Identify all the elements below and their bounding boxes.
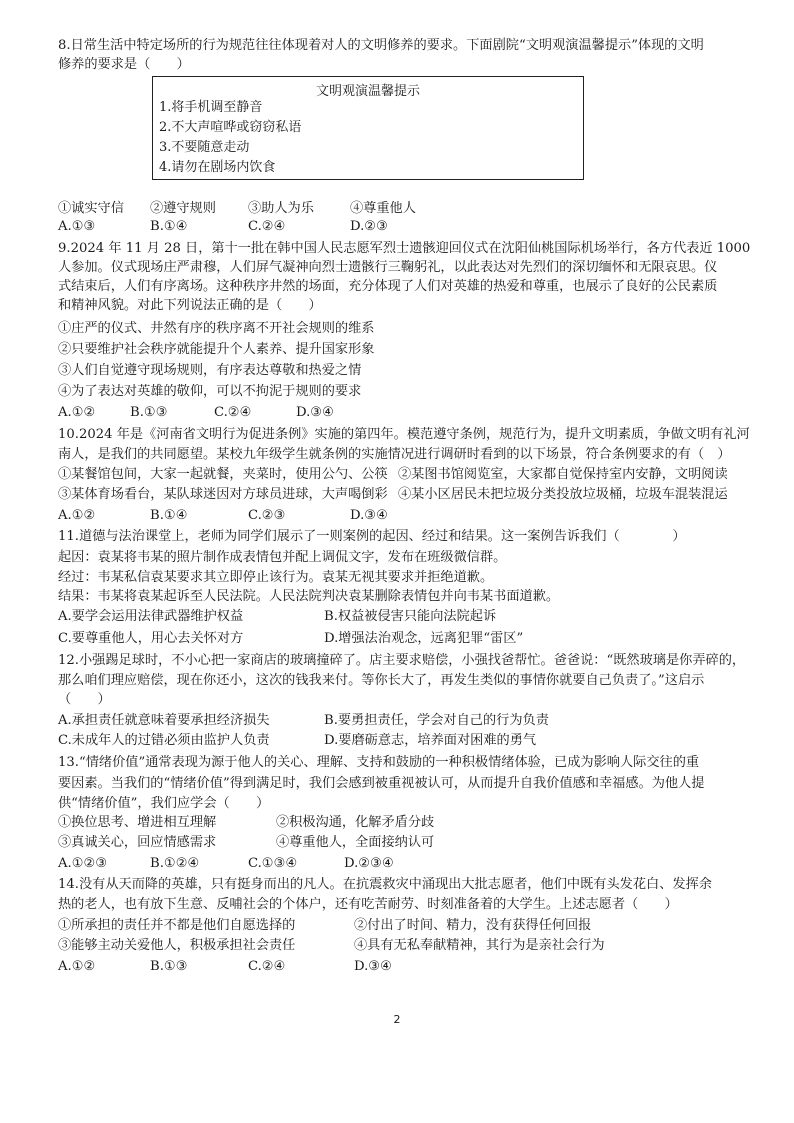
q9-stem-line: 式结束后，人们有序离场。这种秩序井然的场面，充分体现了人们对英雄的热爱和尊重，也展示了良好的公民素质	[58, 279, 718, 294]
q8-option-b: B.①④	[150, 219, 188, 234]
q14-statement: ③能够主动关爱他人，积极承担社会责任	[58, 938, 296, 953]
q13-stem-line: 要因素。当我们的“情绪价值”得到满足时，我们会感到被重视被认可，从而提升自我价值感和幸福感。为他人提	[58, 776, 705, 791]
q12-option-d: D.要磨砺意志，培养面对困难的勇气	[324, 733, 537, 748]
q10-option-c: C.②③	[248, 508, 286, 523]
page-number: 2	[393, 1013, 401, 1026]
q10-statement: ④某小区居民未把垃圾分类投放垃圾桶，垃圾车混装混运	[398, 487, 728, 502]
q9-stem-line: 9.2024 年 11 月 28 日，第十一批在韩中国人民志愿军烈士遗骸迎回仪式在沈阳仙桃国际机场举行，各方代表近 1000	[58, 241, 751, 256]
q11-option-a: A.要学会运用法律武器维护权益	[58, 609, 244, 624]
q9-statement: ③人们自觉遵守现场规则，有序表达尊敬和热爱之情	[58, 363, 362, 378]
q10-statement: ③某体育场看台，某队球迷因对方球员进球，大声喝倒彩	[58, 487, 388, 502]
q8-stem-line2: 修养的要求是（ ）	[58, 57, 190, 72]
q11-cause: 起因：袁某将韦某的照片制作成表情包并配上调侃文字，发布在班级微信群。	[58, 550, 507, 565]
q8-notice-item: 2.不大声喧哗或窃窃私语	[159, 120, 302, 135]
q13-option-a: A.①②③	[58, 856, 108, 871]
q11-result: 结果：韦某将袁某起诉至人民法院。人民法院判决袁某删除表情包并向韦某书面道歉。	[58, 589, 560, 604]
q14-option-a: A.①②	[58, 959, 96, 974]
q8-notice-box	[152, 76, 584, 180]
q13-stem-line: 供“情绪价值”，我们应学会（ ）	[58, 796, 270, 811]
q8-statement: ③助人为乐	[248, 201, 314, 216]
q10-option-d: D.③④	[350, 508, 388, 523]
q9-option-c: C.②④	[214, 405, 252, 420]
q13-statement: ①换位思考、增进相互理解	[58, 815, 217, 830]
q8-option-d: D.②③	[350, 219, 388, 234]
q11-option-b: B.权益被侵害只能向法院起诉	[324, 609, 497, 624]
q13-statement: ③真诚关心，回应情感需求	[58, 835, 217, 850]
q8-option-a: A.①③	[58, 219, 96, 234]
q13-option-b: B.①②④	[150, 856, 200, 871]
q8-notice-item: 3.不要随意走动	[159, 140, 250, 155]
q13-option-d: D.②③④	[344, 856, 394, 871]
q10-option-a: A.①②	[58, 508, 96, 523]
q10-option-b: B.①④	[150, 508, 188, 523]
q12-stem-line: 那么咱们理应赔偿，现在你还小，这次的钱我来付。等你长大了，再发生类似的事情你就要自己负责了。”这启示	[58, 673, 705, 688]
q9-stem-line: 人参加。仪式现场庄严肃穆，人们屏气凝神向烈士遗骸行三鞠躬礼，以此表达对先烈们的深切缅怀和无限哀思。仪	[58, 260, 718, 275]
q9-statement: ②只要维护社会秩序就能提升个人素养、提升国家形象	[58, 342, 375, 357]
q13-option-c: C.①③④	[248, 856, 298, 871]
q14-option-d: D.③④	[354, 959, 392, 974]
q12-option-b: B.要勇担责任，学会对自己的行为负责	[324, 713, 549, 728]
q9-statement: ④为了表达对英雄的敬仰，可以不拘泥于规则的要求	[58, 384, 362, 399]
q12-stem-line: 12.小强踢足球时，不小心把一家商店的玻璃撞碎了。店主要求赔偿，小强找爸帮忙。爸爸说：“既然玻璃是你弄碎的，	[58, 653, 746, 668]
q8-notice-title: 文明观演温馨提示	[315, 84, 420, 99]
q12-option-a: A.承担责任就意味着要承担经济损失	[58, 713, 270, 728]
q10-statement: ②某图书馆阅览室，大家都自觉保持室内安静，文明阅读	[398, 467, 728, 482]
q9-option-b: B.①③	[130, 405, 168, 420]
q12-stem-line: （ ）	[58, 692, 111, 707]
q11-option-d: D.增强法治观念，远离犯罪“雷区”	[324, 631, 524, 646]
q14-option-c: C.②④	[248, 959, 286, 974]
q14-stem-line: 14.没有从天而降的英雄，只有挺身而出的凡人。在抗震救灾中涌现出大批志愿者，他们中既有头发花白、发挥余	[58, 877, 712, 892]
q12-option-c: C.未成年人的过错必须由监护人负责	[58, 733, 270, 748]
q14-statement: ②付出了时间、精力，没有获得任何回报	[354, 918, 592, 933]
q14-statement: ①所承担的责任并不都是他们自愿选择的	[58, 918, 296, 933]
q13-stem-line: 13.“情绪价值”通常表现为源于他人的关心、理解、支持和鼓励的一种积极情绪体验，已成为影响人际交往的重	[58, 755, 700, 770]
q11-option-c: C.要尊重他人，用心去关怀对方	[58, 631, 244, 646]
q10-statement: ①某餐馆包间，大家一起就餐，夹菜时，使用公勺、公筷	[58, 467, 388, 482]
q9-option-d: D.③④	[296, 405, 334, 420]
q9-stem-line: 和精神风貌。对此下列说法正确的是（ ）	[58, 298, 322, 313]
q14-stem-line: 热的老人，也有放下生意、反哺社会的个体户，还有吃苦耐劳、时刻准备着的大学生。上述志愿者（ ）	[58, 897, 678, 912]
q13-statement: ②积极沟通，化解矛盾分歧	[276, 815, 435, 830]
q8-statement: ②遵守规则	[150, 201, 216, 216]
q8-notice-item: 4.请勿在剧场内饮食	[159, 160, 276, 175]
q8-statement: ①诚实守信	[58, 201, 124, 216]
q9-option-a: A.①②	[58, 405, 96, 420]
q14-statement: ④具有无私奉献精神，其行为是亲社会行为	[354, 938, 605, 953]
q9-statement: ①庄严的仪式、井然有序的秩序离不开社会规则的维系	[58, 321, 375, 336]
q8-notice-item: 1.将手机调至静音	[159, 100, 263, 115]
q8-option-c: C.②④	[248, 219, 286, 234]
q10-stem-line: 南人，是我们的共同愿望。某校九年级学生就条例的实施情况进行调研时看到的以下场景，符合条例要求的有（ ）	[58, 447, 731, 462]
q14-option-b: B.①③	[150, 959, 188, 974]
q8-stem-line1: 8.日常生活中特定场所的行为规范往往体现着对人的文明修养的要求。下面剧院“文明观演温馨提示”体现的文明	[58, 38, 704, 53]
q10-stem-line: 10.2024 年是《河南省文明行为促进条例》实施的第四年。模范遵守条例，规范行为，提升文明素质，争做文明有礼河	[58, 427, 750, 442]
q11-process: 经过：韦某私信袁某要求其立即停止该行为。袁某无视其要求并拒绝道歉。	[58, 570, 494, 585]
q11-stem: 11.道德与法治课堂上，老师为同学们展示了一则案例的起因、经过和结果。这一案例告诉我们（ ）	[58, 529, 686, 544]
q13-statement: ④尊重他人，全面接纳认可	[276, 835, 435, 850]
q8-statement: ④尊重他人	[350, 201, 416, 216]
